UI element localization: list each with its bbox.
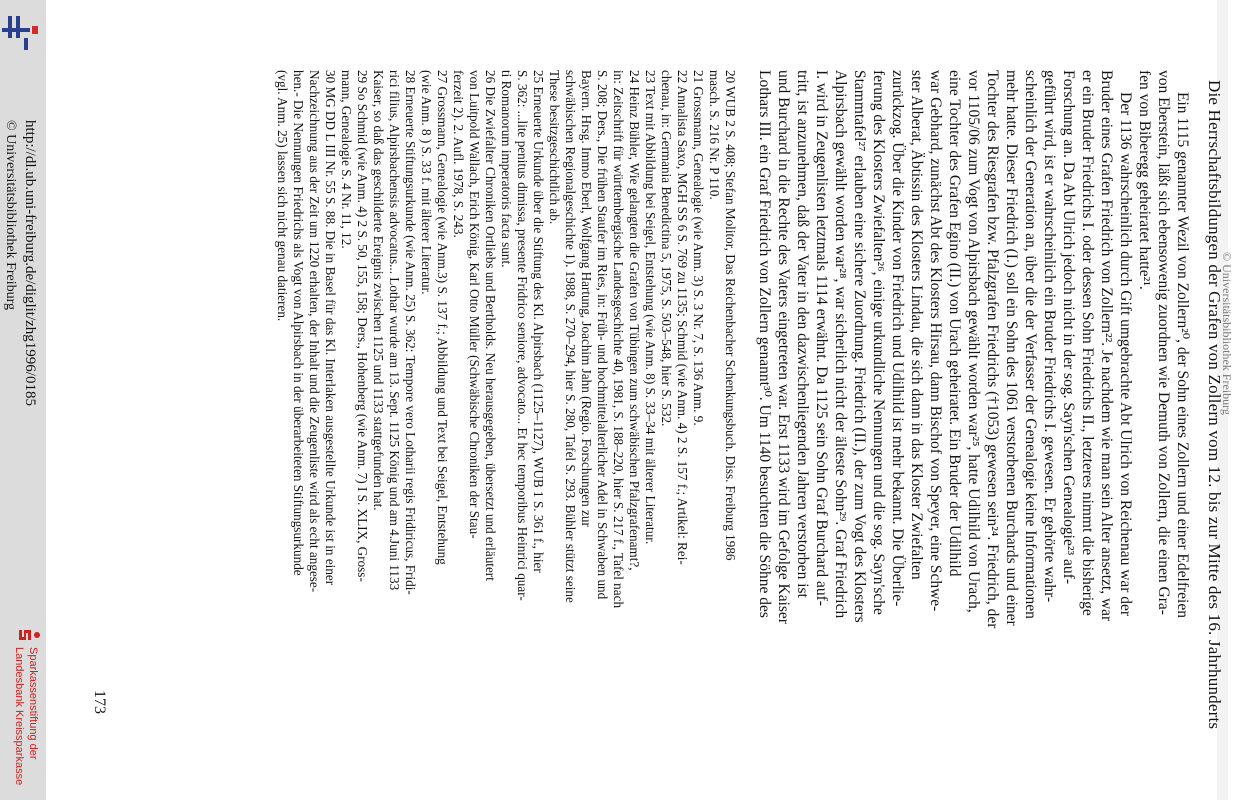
permalink-url[interactable]: http://dl.ub.uni-freiburg.de/diglit/zhg1996/0185 (22, 120, 38, 406)
footnote-line: These besitzgeschichtlich ab. (547, 70, 562, 225)
body-line: Bruder eines Grafen Friedrich von Zollern²². Je nachdem wie man sein Alter ansetzt, war (1098, 70, 1115, 622)
footnote-line: ti Romanorum imperatoris facta sunt. (499, 70, 514, 268)
body-line: Alpirsbach gewählt worden war²⁸, war sicherlich nicht der älteste Sohn²⁹. Graf Friedrich (832, 70, 849, 619)
footnote-line: masch. S. 216 Nr. P 110. (707, 70, 722, 200)
footnote-line: 27 Grossmann, Genealogie (wie Anm.3) S. 137 f.; Abbildung und Text bei Seigel, Entstehung (435, 70, 450, 565)
body-line: ferung des Klosters Zwiefalten²⁶, einige urkundliche Nennungen und die sog. Sayn'sche (870, 70, 887, 615)
page-number: 173 (91, 690, 108, 714)
body-line: geführt wird, ist er wahrscheinlich ein Bruder Friedrichs I. gewesen. Er gehörte wahr- (1041, 70, 1058, 603)
footnote-line: schwäbischen Regionalgeschichte 1). 1988, S. 270–294, hier S. 280, Tafel S. 293. Bühler stützt seine (563, 70, 578, 603)
body-line: eine Tochter des Grafen Egino (II.) von Urach geheiratet. Ein Bruder der Udilhild (946, 70, 963, 577)
body-line: von Eberstein, läßt sich ebensowenig zuordnen wie Demuth von Zollern, die einen Gra- (1155, 70, 1172, 615)
body-line: Forschung an. Da Abt Ulrich jedoch nicht in der sog. Sayn'schen Genealogie²³ auf- (1060, 70, 1077, 584)
footnote-line: mann, Genealogie S. 4 Nr. 11, 12. (339, 70, 354, 249)
footnote-line: Bayern. Hrsg. Immo Eberl, Wolfgang Hartung, Joachim Jahn (Regio. Forschungen zur (579, 70, 594, 527)
body-line: mehr hatte. Dieser Friedrich (I.) soll ein Sohn des 1061 verstorbenen Burchards und einer (1003, 70, 1020, 626)
footnote-line: Kaiser, so daß das geschilderte Ereignis zwischen 1125 und 1133 stattgefunden hat. (371, 70, 386, 511)
footnote-line: 25 Erneuerte Urkunde über die Stiftung des Kl. Alpirsbach (1125–1127), WUB 1 S. 361 f., hier (531, 70, 546, 573)
footnote-line: 24 Heinz Bühler, Wie gelangten die Grafen von Tübingen zum schwäbischen Pfalzgrafenamt?, (627, 70, 642, 571)
footnote-line: S. 362: ...lite penitus dimissa, presente Fridrico seniore, advocato... Et hec temporibus Heinrici quar- (515, 70, 530, 601)
footnote-line: (vgl. Anm. 25) lassen sich nicht genau datieren. (275, 70, 290, 322)
body-line: war Gebhard, zunächst Abt des Klosters Hirsau, dann Bischof von Speyer, eine Schwe- (927, 70, 944, 612)
body-line: zurückzog. Über die Kinder von Friedrich und Udilhild ist mehr bekannt. Die Überlie- (889, 70, 906, 607)
footnote-line: 21 Grossmann, Genealogie (wie Anm. 3) S. 3 Nr. 7, S. 136 Anm. 9. (691, 70, 706, 426)
footnote-line: chenau, in: Germania Benedictina 5, 1975, S. 503–548, hier S. 532. (659, 70, 674, 427)
body-line: fen von Biberegg geheiratet hatte²¹. (1136, 70, 1153, 290)
footnote-line: 23 Text mit Abbildung bei Seigel, Entstehung (wie Anm. 8) S. 33–34 mit älterer Literatur. (643, 70, 658, 545)
body-line: Ein 1115 genannter Wezil von Zollern²⁰, der Sohn eines Zollern und einer Edelfreien (1174, 92, 1191, 618)
sponsor-name-line-2: Landesbank Kreissparkasse (13, 647, 25, 786)
footnote-line: 30 MG DD L III Nr. 55 S. 88. Die in Basel für das Kl. Interlaken ausgestellte Urkunde ist in einer (323, 70, 338, 586)
top-cut-watermark: © Universitätsbibliothek Freiburg (1220, 252, 1234, 415)
body-line: tritt, ist anzunehmen, daß der Vater in den dazwischenliegenden Jahren verstorben ist (794, 70, 811, 598)
body-line: Tochter des Riesgrafen bzw. Pfalzgrafen Friedrichs (†1053) gewesen sein²⁴. Friedrich, der (984, 70, 1001, 629)
body-line: scheinlich der Generation an, über die der Verfasser der Genealogie keine Informationen (1022, 70, 1039, 619)
copyright-notice: © Universitätsbibliothek Freiburg (3, 120, 18, 311)
footnote-line: rici filius, Alpirsbachensis advocatus... Lothar wurde am 13. Sept. 1125 König und am 4.Juni 1133 (387, 70, 402, 591)
footnote-line: hen.- Die Nennungen Friedrichs als Vogt von Alpirsbach in der überarbeiteten Stiftungsurkunde (291, 70, 306, 576)
footnote-line: 22 Annalista Saxo, MGH SS 6 S. 769 zu 1135; Schmid (wie Anm. 4) 2 S. 157 f.; Artikel: Rei- (675, 70, 690, 565)
body-line: I. wird in Zeugenlisten letztmals 1114 erwähnt. Da 1125 sein Sohn Graf Burchard auf- (813, 70, 830, 606)
footnote-line: Nachzeichnung aus der Zeit um 1220 erhalten, der Inhalt und die Zeugenliste wird als echt angese- (307, 70, 322, 593)
footnote-line: S. 208; Ders., Die frühen Staufer im Ries, in: Früh- und hochmittelalterlicher Adel in Schwaben und (595, 70, 610, 600)
footnote-line: ferzeit 2). 2. Aufl. 1978, S. 243. (451, 70, 466, 238)
body-line: und Burchard in die Rechte des Vaters eingetreten war. Erst 1133 wird im Gefolge Kaiser (775, 70, 792, 624)
body-line: Der 1136 wahrscheinlich durch Gift umgebrachte Abt Ulrich von Reichenau war der (1117, 92, 1134, 617)
sponsor-logo (0, 625, 45, 795)
footnote-line: in: Zeitschrift für württembergische Landesgeschichte 40, 1981, S. 188–220, hier S. 217 f., Tafel nach (611, 70, 626, 609)
body-line: vor 1105/06 zum Vogt von Alpirsbach gewählt worden war²⁵, hatte Udilhild von Urach, (965, 70, 982, 613)
footnote-line: 28 Erneuerte Stiftungsurkunde (wie Anm. 25) S. 362: Tempore vero Lotharii regis Fridiricus, Fridi- (403, 70, 418, 595)
footnote-line: 26 Die Zwiefalter Chroniken Ortliebs und Bertholds. Neu herausgegeben, übersetzt und erläutert (483, 70, 498, 581)
body-line: Lothars III. ein Graf Friedrich von Zollern genannt³⁰. Um 1140 besuchten die Söhne des (756, 70, 773, 618)
running-head: Die Herrschaftsbildungen der Grafen von Zollern vom 12. bis zur Mitte des 16. Jahrhunderts (1205, 80, 1224, 730)
footnote-line: von Luitpold Wallach, Erich König, Karl Otto Müller (Schwäbische Chroniken der Stau- (467, 70, 482, 539)
footnote-line: 29 So Schmid (wie Anm. 4) 2 S. 50, 155, 158; Ders., Hohenberg (wie Anm. 7) I S. XLIX, Gross- (355, 70, 370, 582)
body-line: ster Alberat, Äbtissin des Klosters Lindau, die sich dann in das Kloster Zwiefalten (908, 70, 925, 580)
body-line: Stammtafel²⁷ erlauben eine sichere Zuordnung. Friedrich (II.), der zum Vogt des Klosters (851, 70, 868, 623)
footnote-line: 20 WUB 2 S. 408; Stefan Molitor, Das Reichenbacher Schenkungsbuch. Diss. Freiburg 1986 (723, 70, 738, 561)
sparkasse-logo-icon (17, 627, 41, 643)
sponsor-name-line-1: Sparkassenstiftung der (27, 647, 39, 760)
footnote-line: (wie Anm. 8 ) S. 33 f. mit älterer Literatur. (419, 70, 434, 295)
body-line: er ein Bruder Friedrichs I. oder dessen Sohn Friedrichs II., letzteres nimmt die bisherige (1079, 70, 1096, 616)
